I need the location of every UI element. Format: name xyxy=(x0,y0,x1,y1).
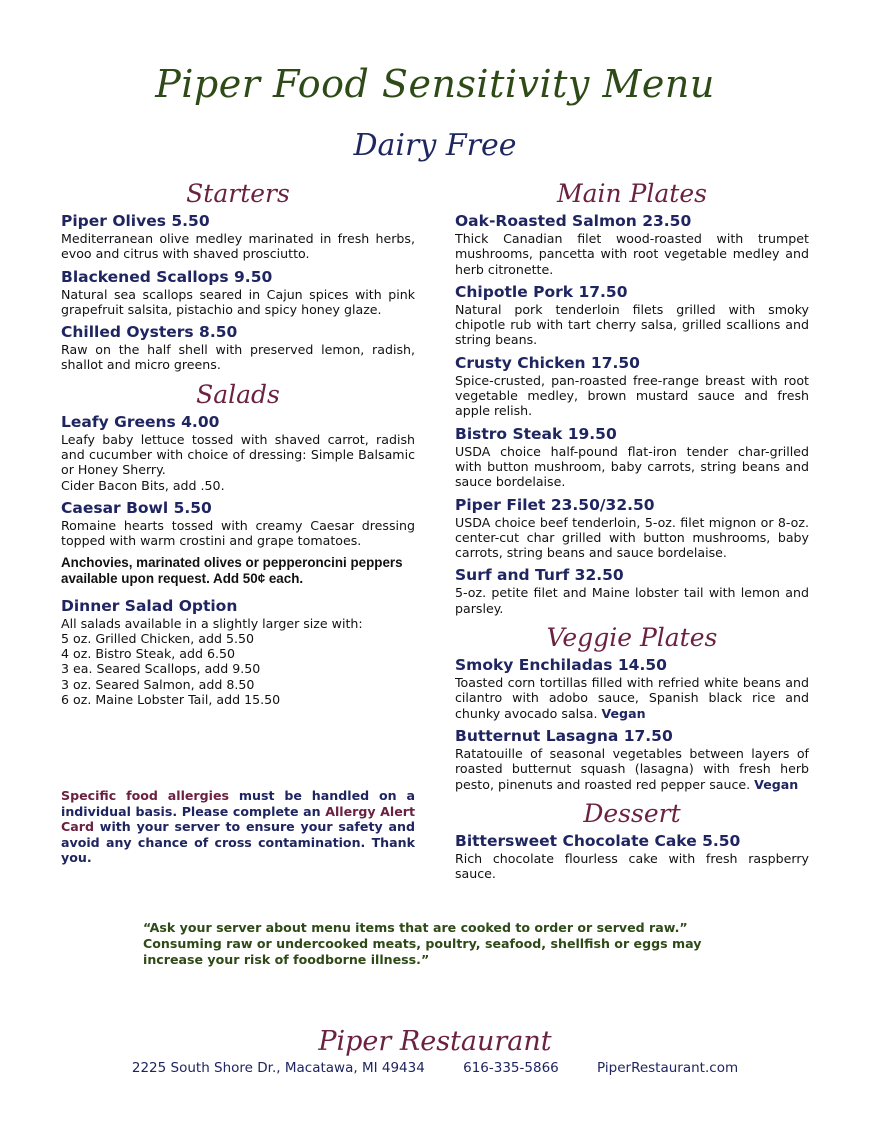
restaurant-phone: 616-335-5866 xyxy=(463,1060,559,1076)
section-heading-veggie-plates: Veggie Plates xyxy=(546,623,718,653)
item-description: USDA choice half-pound flat-iron tender char-grilled with button mushroom, baby carrots, string beans and sauce bordelaise. xyxy=(455,443,809,490)
item-description-text: Toasted corn tortillas filled with refried white beans and cilantro with adobo sauce, Spanish black rice and chunky avocado salsa. xyxy=(455,675,809,721)
left-column xyxy=(61,178,415,713)
item-name: Piper Filet 23.50/32.50 xyxy=(455,495,655,514)
menu-item xyxy=(61,268,415,318)
menu-item xyxy=(455,425,809,490)
item-name: Chilled Oysters 8.50 xyxy=(61,323,238,342)
menu-item xyxy=(455,566,809,616)
menu-item xyxy=(455,656,809,721)
menu-item xyxy=(455,354,809,419)
item-name: Chipotle Pork 17.50 xyxy=(455,282,628,301)
item-description: Mediterranean olive medley marinated in fresh herbs, evoo and citrus with shaved prosciutto. xyxy=(61,231,415,262)
right-column xyxy=(455,178,809,887)
warning-line: “Ask your server about menu items that are cooked to order or served raw.” xyxy=(143,920,688,935)
section-heading-salads: Salads xyxy=(196,379,280,409)
section-heading-starters: Starters xyxy=(186,179,290,208)
menu-title: Piper Food Sensitivity Menu xyxy=(155,62,715,106)
dinner-salad-option xyxy=(61,597,415,708)
vegan-tag: Vegan xyxy=(754,776,799,792)
allergy-text: with your server to ensure your safety and avoid any chance of cross contamination. Thank you. xyxy=(61,819,415,865)
warning-line: Consuming raw or undercooked meats, poultry, seafood, shellfish or eggs may xyxy=(143,936,702,951)
item-description xyxy=(455,675,809,721)
allergy-card-highlight: Allergy Alert Card xyxy=(61,803,415,834)
restaurant-name: Piper Restaurant xyxy=(318,1026,552,1057)
menu-item xyxy=(61,413,415,493)
vegan-tag: Vegan xyxy=(601,705,646,721)
item-description xyxy=(455,746,809,792)
restaurant-website: PiperRestaurant.com xyxy=(597,1060,739,1076)
item-description: USDA choice beef tenderloin, 5-oz. filet mignon or 8-oz. center-cut char grilled with button mushrooms, baby carrots, string beans and sauce bordelaise. xyxy=(455,514,809,561)
item-description: Leafy baby lettuce tossed with shaved carrot, radish and cucumber with choice of dressing: Simple Balsamic or Honey Sherry. xyxy=(61,431,415,478)
item-name: Caesar Bowl 5.50 xyxy=(61,498,212,517)
restaurant-address: 2225 South Shore Dr., Macatawa, MI 49434 xyxy=(131,1060,425,1076)
menu-item xyxy=(455,212,809,277)
dinner-salad-line: 3 ea. Seared Scallops, add 9.50 xyxy=(61,661,261,677)
item-name: Smoky Enchiladas 14.50 xyxy=(455,656,667,675)
dinner-salad-line: 4 oz. Bistro Steak, add 6.50 xyxy=(61,646,236,662)
item-description: 5-oz. petite filet and Maine lobster tail with lemon and parsley. xyxy=(455,585,809,616)
menu-item xyxy=(455,496,809,561)
item-description: Natural sea scallops seared in Cajun spices with pink grapefruit salsita, pistachio and spicy honey glaze. xyxy=(61,286,415,317)
item-name: Crusty Chicken 17.50 xyxy=(455,353,640,372)
dinner-salad-line: 5 oz. Grilled Chicken, add 5.50 xyxy=(61,630,255,646)
allergy-highlight: Specific food allergies xyxy=(61,788,230,803)
item-name: Blackened Scallops 9.50 xyxy=(61,267,273,286)
section-heading-main-plates: Main Plates xyxy=(557,179,707,208)
item-description: Romaine hearts tossed with creamy Caesar dressing topped with warm crostini and grape tomatoes. xyxy=(61,517,415,549)
salad-addon-note: Anchovies, marinated olives or pepperoncini peppers available upon request. Add 50¢ each. xyxy=(61,554,403,586)
section-heading-dessert: Dessert xyxy=(583,798,681,828)
menu-item xyxy=(455,283,809,348)
item-description: Raw on the half shell with preserved lemon, radish, shallot and micro greens. xyxy=(61,342,415,373)
item-name: Dinner Salad Option xyxy=(61,596,238,615)
menu-item xyxy=(61,323,415,373)
item-name: Oak-Roasted Salmon 23.50 xyxy=(455,212,692,230)
menu-item xyxy=(61,212,415,262)
item-description: Spice-crusted, pan-roasted free-range breast with root vegetable medley, brown mustard sauce and fresh apple relish. xyxy=(455,372,809,419)
item-name: Leafy Greens 4.00 xyxy=(61,412,220,431)
menu-subtitle: Dairy Free xyxy=(353,128,517,163)
dinner-salad-line: 6 oz. Maine Lobster Tail, add 15.50 xyxy=(61,692,281,708)
menu-item xyxy=(455,832,809,882)
allergy-text: must be handled on a individual basis. Please complete an xyxy=(61,788,415,819)
item-name: Surf and Turf 32.50 xyxy=(455,566,624,585)
item-name: Piper Olives 5.50 xyxy=(61,212,210,230)
item-description: Thick Canadian filet wood-roasted with trumpet mushrooms, pancetta with root vegetable medley and herb citronette. xyxy=(455,231,809,277)
item-description: Rich chocolate flourless cake with fresh raspberry sauce. xyxy=(455,850,809,882)
warning-line: increase your risk of foodborne illness.” xyxy=(143,952,430,967)
dinner-salad-intro: All salads available in a slightly larger size with: xyxy=(61,615,363,631)
dinner-salad-line: 3 oz. Seared Salmon, add 8.50 xyxy=(61,676,255,692)
item-name: Bittersweet Chocolate Cake 5.50 xyxy=(455,831,741,850)
item-name: Bistro Steak 19.50 xyxy=(455,424,617,443)
item-description: Natural pork tenderloin filets grilled with smoky chipotle rub with tart cherry salsa, grilled scallions and string beans. xyxy=(455,301,809,348)
menu-item xyxy=(61,499,415,549)
food-safety-warning xyxy=(143,920,763,968)
item-description-text: Ratatouille of seasonal vegetables between layers of roasted butternut squash (lasagna) with fresh herb pesto, pinenuts and roasted red pepper sauce. xyxy=(455,745,809,792)
menu-item xyxy=(455,727,809,792)
item-name: Butternut Lasagna 17.50 xyxy=(455,726,673,745)
item-addon: Cider Bacon Bits, add .50. xyxy=(61,477,225,493)
restaurant-contact xyxy=(0,1060,870,1076)
allergy-notice xyxy=(61,788,415,866)
